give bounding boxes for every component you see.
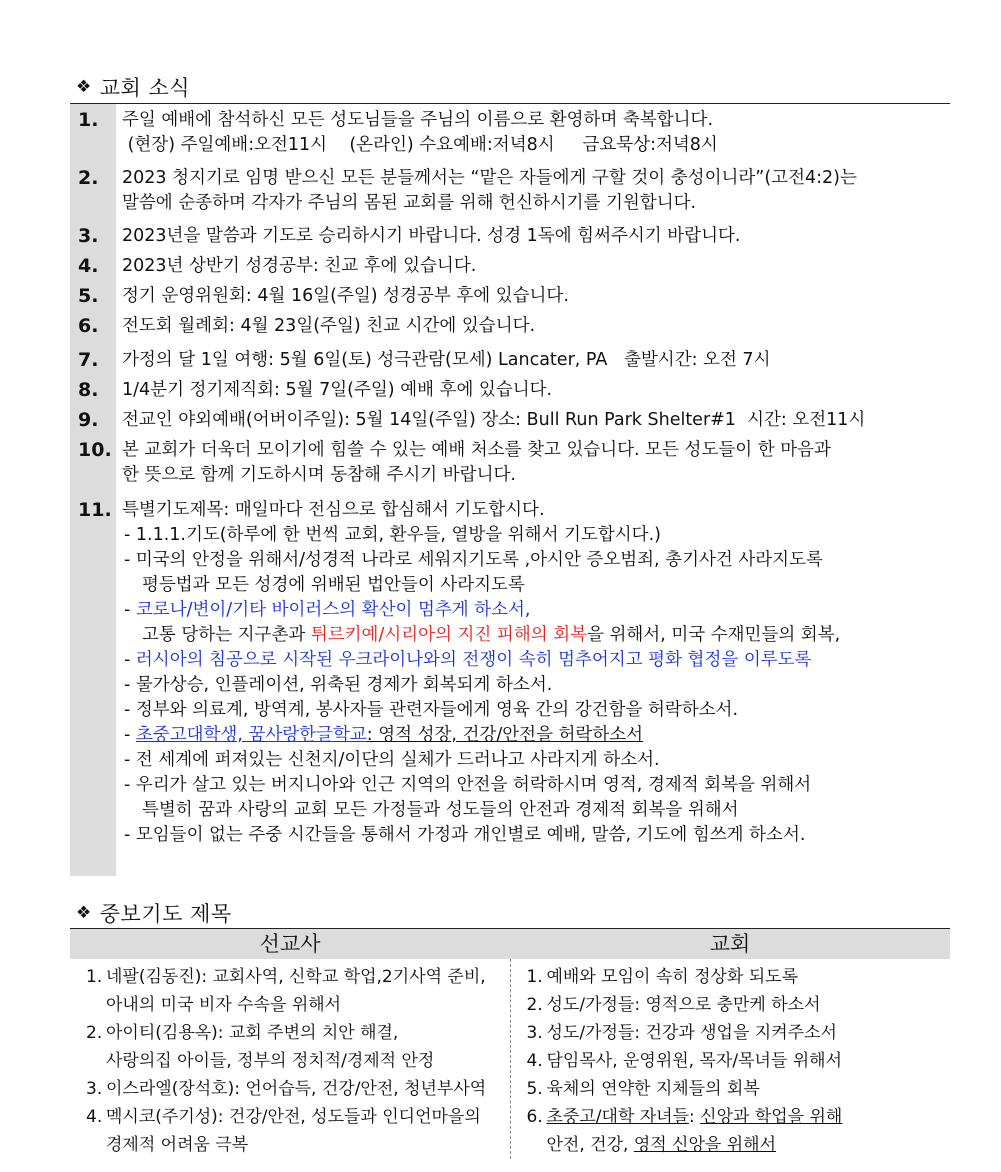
missionary-item: 3. 이스라엘(장석호): 언어습득, 건강/안전, 청년부사역 (86, 1079, 487, 1099)
item-number: 11. (78, 499, 112, 521)
prayer-bullet-continued: 평등법과 모든 성경에 위배된 법안들이 사라지도록 (142, 575, 525, 595)
prayer-bullet (122, 648, 950, 673)
news-title: 교회 소식 (99, 76, 191, 100)
prayer-bullet: - 정부와 의료계, 방역계, 봉사자들 관련자들에게 영육 간의 강건함을 허락하소서. (124, 700, 739, 720)
diamond-bullet-icon: ❖ (76, 903, 92, 923)
underlined-text: : 영적 성장, 건강/안전을 허락하소서 (366, 725, 644, 745)
news-section-title (76, 72, 190, 102)
plain-text: 을 위해서, 미국 수재민들의 회복, (587, 625, 841, 645)
item-line: 가정의 달 1일 여행: 5월 6일(토) 성극관람(모세) Lancater, PA 출발시간: 오전 7시 (122, 350, 771, 370)
prayer-bullet-continued: 특별히 꿈과 사랑의 교회 모든 가정들과 성도들의 안전과 경제적 회복을 위해서 (142, 800, 739, 820)
prayer-bullet: - 미국의 안정을 위해서/성경적 나라로 세워지기도록 ,아시안 증오범죄, 총기사건 사라지도록 (124, 550, 823, 570)
prayer-bullet: - 모임들이 없는 주중 시간들을 통해서 가정과 개인별로 예배, 말씀, 기도에 힘쓰게 하소서. (124, 825, 806, 845)
missionary-item: 2. 아이티(김용옥): 교회 주변의 치안 해결, (86, 1023, 399, 1043)
church-item: 5. 육체의 연약한 지체들의 회복 (526, 1079, 760, 1099)
item-number: 3. (78, 225, 99, 247)
missionary-column-header: 선교사 (259, 932, 321, 956)
prayer-bullet: - 우리가 살고 있는 버지니아와 인근 지역의 안전을 허락하시며 영적, 경제적 회복을 위해서 (124, 775, 812, 795)
item-line: 한 뜻으로 함께 기도하시며 동참해 주시기 바랍니다. (122, 465, 516, 485)
item-number: 8. (78, 379, 99, 401)
news-list (70, 104, 950, 876)
item-number: 7. (78, 349, 99, 371)
item-line: 주일 예배에 참석하신 모든 성도님들을 주님의 이름으로 환영하며 축복합니다. (122, 110, 714, 130)
item-line: 1/4분기 정기제직회: 5월 7일(주일) 예배 후에 있습니다. (122, 380, 553, 400)
prayer-bullet-continued (122, 623, 950, 648)
item-line: 전교인 야외예배(어버이주일): 5월 14일(주일) 장소: Bull Run Park Shelter#1 시간: 오전11시 (122, 410, 866, 430)
prayer-bullet: - 물가상승, 인플레이션, 위축된 경제가 회복되게 하소서. (124, 675, 553, 695)
item-line: 전도회 월례회: 4월 23일(주일) 친교 시간에 있습니다. (122, 316, 536, 336)
item-number: 9. (78, 409, 99, 431)
intercession-section-title (76, 898, 232, 928)
number-column (70, 104, 116, 876)
plain-text: 고통 당하는 지구촌과 (142, 625, 311, 645)
prayer-bullet: - 전 세계에 퍼져있는 신천지/이단의 실체가 드러나고 사라지게 하소서. (124, 750, 660, 770)
highlight-red-text: 튀르키예/시리아의 지진 피해의 회복 (310, 625, 588, 645)
church-column-header: 교회 (709, 932, 751, 956)
item-number: 2. (78, 167, 99, 189)
church-item: 2. 성도/가정들: 영적으로 충만케 하소서 (526, 995, 821, 1015)
prayer-bullet (122, 723, 950, 748)
church-item: 3. 성도/가정들: 건강과 생업을 지켜주소서 (526, 1023, 837, 1043)
underlined-text: 신앙과 학업을 위해 (700, 1107, 843, 1127)
bullet-dash: - (124, 600, 136, 620)
item-line: 정기 운영위원회: 4월 16일(주일) 성경공부 후에 있습니다. (122, 286, 569, 306)
item-number: 6. (78, 315, 99, 337)
item-line: 말씀에 순종하며 각자가 주님의 몸된 교회를 위해 헌신하시기를 기원합니다. (122, 193, 697, 213)
diamond-bullet-icon: ❖ (76, 77, 92, 97)
church-item: 1. 예배와 모임이 속히 정상화 되도록 (526, 967, 799, 987)
church-item: 4. 담임목사, 운영위원, 목자/목녀들 위해서 (526, 1051, 842, 1071)
item-number: 1. (78, 109, 99, 131)
item-number: 10. (78, 439, 112, 461)
item-line: 2023년 상반기 성경공부: 친교 후에 있습니다. (122, 256, 477, 276)
highlight-blue-underlined-text: 초중고대학생, 꿈사랑한글학교 (135, 725, 367, 745)
highlight-blue-text: 코로나/변이/기타 바이러스의 확산이 멈추게 하소서, (135, 600, 531, 620)
underlined-text: 영적 신앙을 위해서 (633, 1135, 776, 1155)
item-line: (현장) 주일예배:오전11시 (온라인) 수요예배:저녁8시 금요묵상:저녁8시 (122, 135, 718, 155)
missionary-item-continued: 아내의 미국 비자 수속을 위해서 (106, 995, 342, 1015)
highlight-blue-text: 러시아의 침공으로 시작된 우크라이나와의 전쟁이 속히 멈추어지고 평화 협정을 이루도록 (135, 650, 812, 670)
underlined-text: 초중고/대학 자녀들 (546, 1107, 690, 1127)
item-number: 5. (78, 285, 99, 307)
prayer-bullet: - 1.1.1.기도(하루에 한 번씩 교회, 환우들, 열방을 위해서 기도합시다.) (124, 525, 661, 545)
item-number: 4. (78, 255, 99, 277)
prayer-topics-heading: 특별기도제목: 매일마다 전심으로 합심해서 기도합시다. (122, 500, 545, 520)
missionary-column (70, 959, 511, 1159)
item-line: 2023 청지기로 임명 받으신 모든 분들께서는 “맡은 자들에게 구할 것이 충성이니라”(고전4:2)는 (122, 168, 857, 188)
church-item: 6. 초중고/대학 자녀들: 신앙과 학업을 위해 (526, 1107, 843, 1127)
bullet-dash: - (124, 650, 136, 670)
intercession-table (70, 928, 950, 1159)
bullet-dash: - (124, 725, 136, 745)
item-line: 본 교회가 더욱더 모이기에 힘쓸 수 있는 예배 처소를 찾고 있습니다. 모든 성도들이 한 마음과 (122, 440, 831, 460)
item-line: 2023년을 말씀과 기도로 승리하시기 바랍니다. 성경 1독에 힘써주시기 바랍니다. (122, 226, 741, 246)
missionary-item-continued: 경제적 어려움 극복 (106, 1135, 249, 1155)
church-item-continued: 안전, 건강, 영적 신앙을 위해서 (546, 1135, 776, 1155)
prayer-bullet (122, 598, 950, 623)
intercession-title: 중보기도 제목 (99, 902, 232, 926)
table-header-row (70, 928, 950, 959)
missionary-item: 1. 네팔(김동진): 교회사역, 신학교 학업,2기사역 준비, (86, 967, 486, 987)
missionary-item: 4. 멕시코(주기성): 건강/안전, 성도들과 인디언마을의 (86, 1107, 481, 1127)
missionary-item-continued: 사랑의집 아이들, 정부의 정치적/경제적 안정 (106, 1051, 435, 1071)
church-column (511, 959, 951, 1159)
